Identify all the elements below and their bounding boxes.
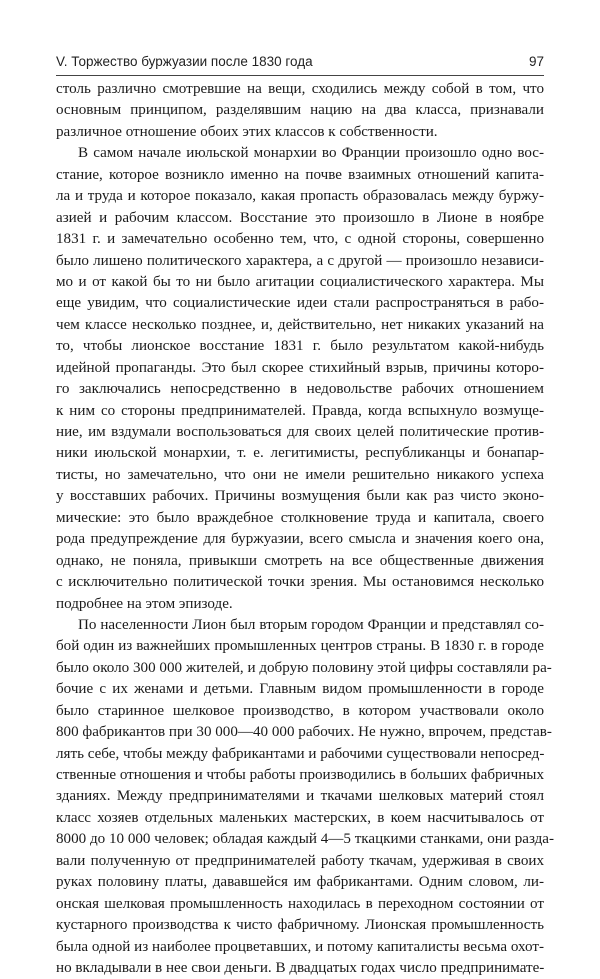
text-line: было старинное шелковое производство, в котором участвовали около	[56, 702, 544, 719]
text-line: но вкладывали в нее свои деньги. В двадцатых годах число предпринимате-	[56, 959, 545, 976]
text-line: ла и труда и которое показало, какая пропасть образовалась между буржу-	[56, 188, 544, 205]
text-line: тисты, но замечательно, что они не имели решительно никакого успеха	[56, 466, 544, 483]
text-line: азией и рабочим классом. Восстание это произошло в Лионе в ноябре	[56, 209, 544, 226]
text-line: ственные отношения и чтобы работы производились в больших фабричных	[56, 767, 544, 783]
text-line: онская шелковая промышленность находилась в переходном состоянии от	[56, 895, 544, 912]
text-line: кустарного производства к чисто фабричному. Лионская промышленность	[56, 917, 544, 934]
text-line: была одной из наиболее процветавших, и потому капиталисты весьма охот-	[56, 938, 544, 955]
chapter-title: V. Торжество буржуазии после 1830 года	[56, 54, 313, 69]
text-line: к ним со стороны предпринимателей. Правда, когда вспыхнуло возмуще-	[56, 402, 544, 419]
text-line: мо и от какой бы то ни было агитации социалистического характера. Мы	[56, 273, 544, 290]
text-line: рода предупреждение для буржуазии, всего смысла и значения коего она,	[56, 531, 544, 548]
text-line: лять себе, чтобы между фабрикантами и рабочими существовали непосред-	[56, 745, 545, 762]
text-line: было лишено политического характера, а с другой — произошло независи-	[56, 252, 544, 269]
text-line: чем классе несколько позднее, и, действительно, нет никаких указаний на	[56, 316, 544, 333]
text-line: еще увидим, что социалистические идеи стали распространяться в рабо-	[56, 295, 544, 312]
text-line: 8000 до 10 000 человек; обладая каждый 4—5 ткацкими станками, они разда-	[56, 831, 555, 848]
text-line: подробнее на этом эпизоде.	[56, 595, 233, 612]
text-line: 800 фабрикантов при 30 000—40 000 рабочих. Не нужно, впрочем, представ-	[56, 724, 552, 741]
text-line: вали полученную от предпринимателей работу ткачам, удерживая в своих	[56, 852, 544, 869]
text-line: го заключались непосредственно в недовольстве рабочих отношением	[56, 381, 544, 398]
text-line: то, чтобы лионское восстание 1831 г. было результатом какой-нибудь	[56, 338, 544, 355]
text-line: с исключительно политической точки зрения. Мы остановимся несколько	[56, 574, 544, 591]
text-line: бочие с их женами и детьми. Главным видом промышленности в городе	[56, 681, 544, 698]
text-line: По населенности Лион был вторым городом Франции и представлял со-	[78, 616, 544, 633]
text-line: было около 300 000 жителей, и добрую половину этой цифры составляли ра-	[56, 659, 552, 676]
header-rule	[56, 75, 544, 76]
text-line: столь различно смотревшие на вещи, сходились между собой в том, что	[56, 81, 544, 97]
text-line: 1831 г. и замечательно особенно тем, что, с одной стороны, совершенно	[56, 231, 544, 248]
text-line: основным принципом, разделявшим нацию на два класса, признавали	[56, 102, 544, 119]
text-line: класс хозяев отдельных маленьких мастерских, в коем насчитывалось от	[56, 809, 544, 826]
text-line: однако, не поняла, привыкши смотреть на все общественные движения	[56, 552, 544, 569]
text-line: зданиях. Между предпринимателями и ткачами шелковых материй стоял	[56, 788, 544, 805]
text-line: у восставших рабочих. Причины возмущения были как раз чисто эконо-	[56, 488, 544, 505]
text-line: различное отношение обоих этих классов к собственности.	[56, 123, 438, 140]
text-line: ники июльской монархии, т. е. легитимисты, республиканцы и бонапар-	[56, 445, 544, 462]
text-line: руках половину платы, дававшейся им фабрикантами. Одним словом, ли-	[56, 874, 544, 891]
body-text	[56, 79, 555, 979]
page-number: 97	[528, 54, 544, 69]
text-line: ние, им вздумали воспользоваться для своих целей политические против-	[56, 424, 544, 440]
text-line: мические: это было враждебное столкновение труда и капитала, своего	[56, 509, 544, 526]
text-line: идейной пропаганды. Это был скорее стихийный взрыв, причины которо-	[56, 359, 544, 376]
text-line: стание, которое возникло именно на почве взаимных отношений капита-	[56, 166, 544, 183]
running-header	[56, 54, 544, 69]
text-line: бой один из важнейших промышленных центров страны. В 1830 г. в городе	[56, 638, 544, 655]
text-line: В самом начале июльской монархии во Франции произошло одно вос-	[78, 145, 544, 162]
